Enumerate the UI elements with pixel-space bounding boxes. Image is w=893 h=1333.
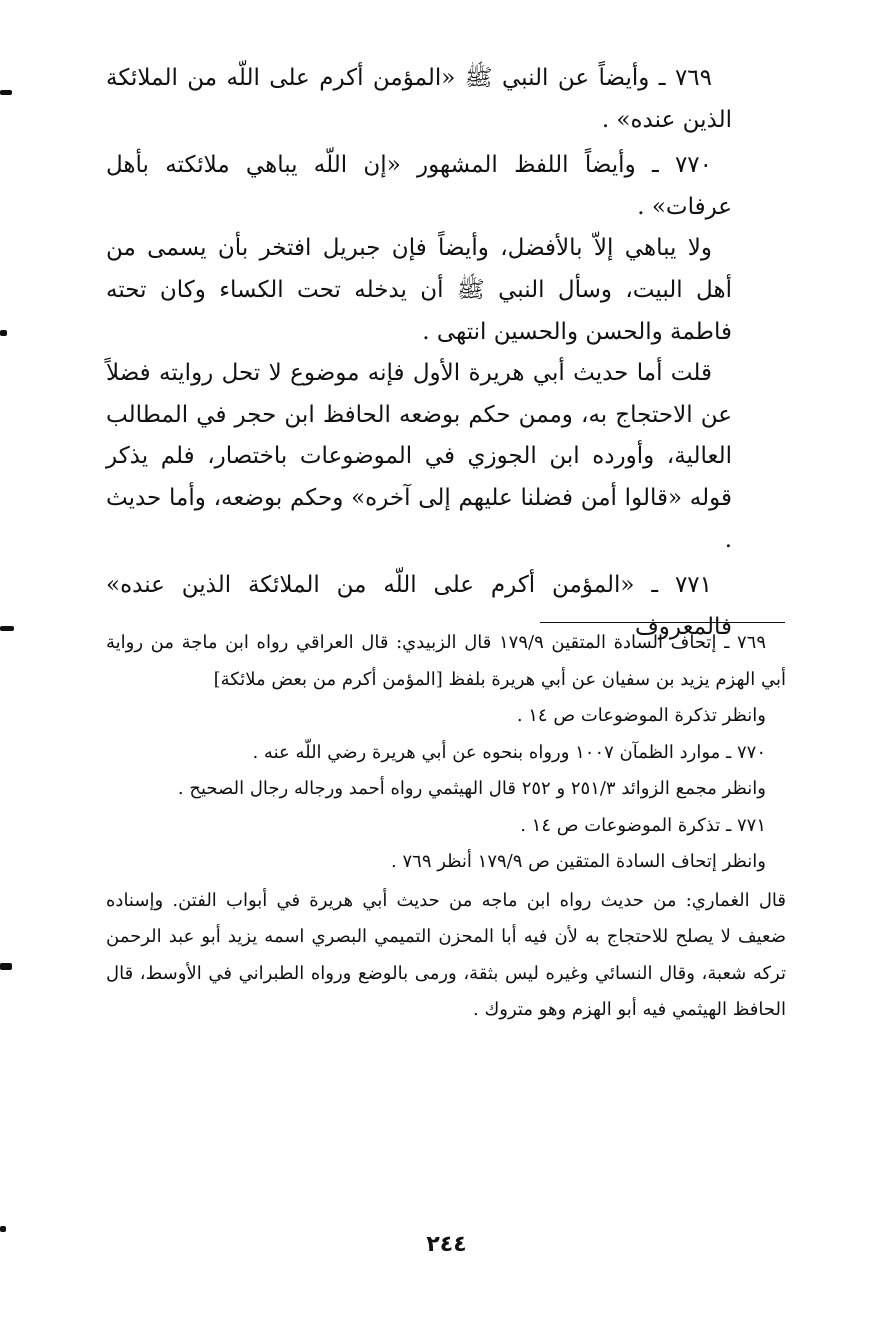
footnote-771: ٧٧١ ـ تذكرة الموضوعات ص ١٤ .	[520, 814, 766, 836]
paragraph-769: ٧٦٩ ـ وأيضاً عن النبي ﷺ «المؤمن أكرم على اللّه من الملائكة الذين عنده» .	[106, 65, 732, 133]
scan-edge-mark	[0, 626, 14, 631]
scan-edge-mark	[0, 1226, 6, 1232]
footnote-771-ref: وانظر إتحاف السادة المتقين ص ١٧٩/٩ أنظر ٧٦٩ .	[391, 851, 766, 872]
footnote-770: ٧٧٠ ـ موارد الظمآن ١٠٠٧ ورواه بنحوه عن أبي هريرة رضي اللّه عنه .	[252, 741, 766, 763]
footnote-ghumari: قال الغماري: من حديث رواه ابن ماجه من حديث أبي هريرة في أبواب الفتن. وإسناده ضعيف لا يصلح للاحتجاج به لأن فيه أبا المحزن التميمي البصري اسمه يزيد أبو عبد الرحمن تركه شعبة، وقال النسائي وغيره ليس بثقة، ورمى بالوضع ورواه الطبراني في الأوسط، قال الحافظ الهيثمي فيه أبو الهزم وهو متروك .	[106, 889, 786, 1020]
footnote-separator	[540, 622, 785, 623]
footnote-769-ref: وانظر تذكرة الموضوعات ص ١٤ .	[516, 705, 766, 726]
paragraph-author-note: قلت أما حديث أبي هريرة الأول فإنه موضوع لا تحل روايته فضلاً عن الاحتجاج به، وممن حكم بوضعه الحافظ ابن حجر في المطالب العالية، وأورده ابن الجوزي في الموضوعات باختصار، فلم يذكر قوله «قالوا أمن فضلنا عليهم إلى آخره» وحكم بوضعه، وأما حديث .	[106, 360, 732, 553]
main-text	[106, 58, 732, 648]
scan-edge-mark	[0, 963, 12, 970]
scan-edge-mark	[0, 330, 7, 336]
footnote-770-ref: وانظر مجمع الزوائد ٢٥١/٣ و ٢٥٢ قال الهيثمي رواه أحمد ورجاله رجال الصحيح .	[177, 778, 766, 799]
paragraph-771: ٧٧١ ـ «المؤمن أكرم على اللّه من الملائكة الذين عنده» فالمعروف	[106, 572, 732, 640]
page-number: ٢٤٤	[426, 1232, 467, 1257]
footnotes	[106, 625, 786, 1029]
paragraph-commentary: ولا يباهي إلاّ بالأفضل، وأيضاً فإن جبريل افتخر بأن يسمى من أهل البيت، وسأل النبي ﷺ أن يدخله تحت الكساء وكان تحته فاطمة والحسن والحسين انتهى .	[106, 235, 732, 345]
paragraph-770: ٧٧٠ ـ وأيضاً اللفظ المشهور «إن اللّه يباهي ملائكته بأهل عرفات» .	[106, 152, 732, 220]
scan-edge-mark	[0, 90, 12, 95]
footnote-769: ٧٦٩ ـ إتحاف السادة المتقين ١٧٩/٩ قال الزبيدي: قال العراقي رواه ابن ماجة من رواية أبي الهزم يزيد بن سفيان عن أبي هريرة بلفظ [المؤمن أكرم من بعض ملائكة]	[106, 632, 786, 690]
